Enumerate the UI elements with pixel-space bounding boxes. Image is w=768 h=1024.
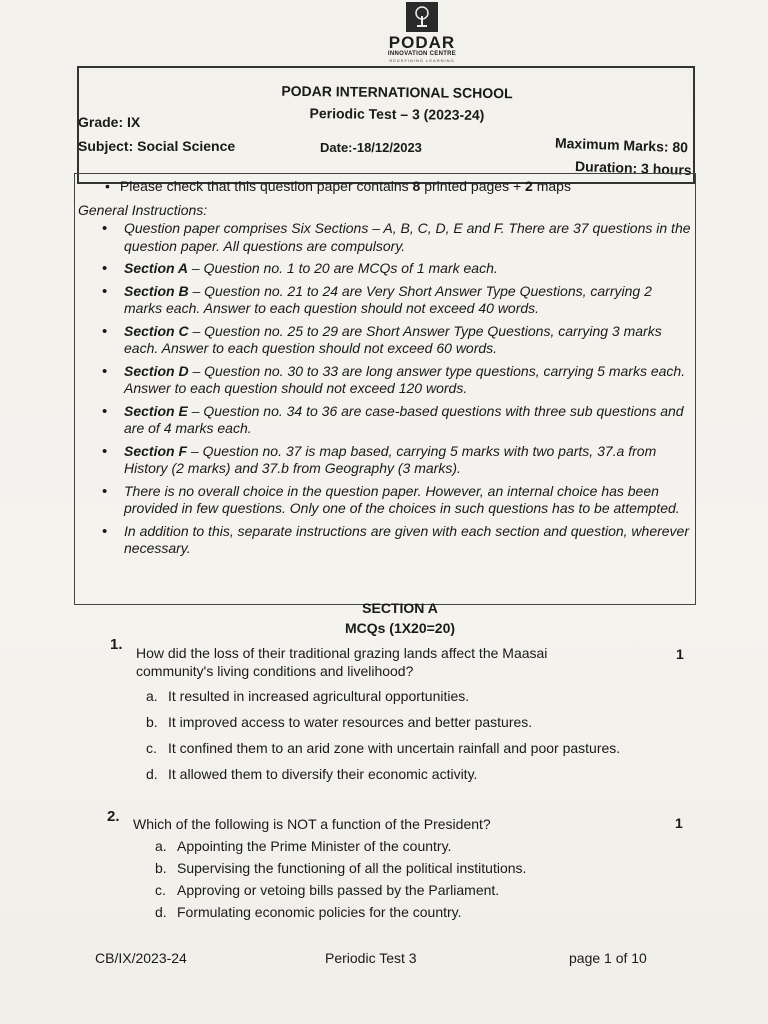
section-subtitle: MCQs (1X20=20) bbox=[344, 620, 456, 636]
footer-code: CB/IX/2023-24 bbox=[95, 950, 187, 966]
tree-icon bbox=[406, 2, 438, 32]
question-text: community's living conditions and livelihood? bbox=[136, 663, 414, 679]
school-logo bbox=[372, 2, 472, 63]
general-instructions-heading: General Instructions: bbox=[78, 202, 208, 218]
answer-option: b. It improved access to water resources and better pastures. bbox=[146, 714, 533, 730]
instruction-item: • Section D – Question no. 30 to 33 are long answer type questions, carrying 5 marks each. Answer to each question should not exceed 120 words. bbox=[100, 363, 692, 398]
question-marks: 1 bbox=[676, 646, 684, 662]
question-number: 1. bbox=[110, 636, 123, 653]
answer-option: c. Approving or vetoing bills passed by the Parliament. bbox=[155, 882, 500, 898]
instruction-item: • Section B – Question no. 21 to 24 are Very Short Answer Type Questions, carrying 2 marks each. Answer to each question should not exceed 40 words. bbox=[100, 283, 692, 318]
test-title: Periodic Test – 3 (2023-24) bbox=[309, 105, 485, 123]
instruction-item: • Section E – Question no. 34 to 36 are case-based questions with three sub questions and are of 4 marks each. bbox=[100, 403, 692, 438]
school-name: PODAR INTERNATIONAL SCHOOL bbox=[281, 82, 513, 102]
instruction-item: • There is no overall choice in the question paper. However, an internal choice has been provided in few questions. Only one of the choices in such questions has to be attempted. bbox=[100, 483, 692, 518]
logo-tagline: REDEFINING LEARNING bbox=[389, 58, 455, 63]
footer-page-number: page 1 of 10 bbox=[569, 950, 647, 966]
logo-subtitle: INNOVATION CENTRE bbox=[387, 51, 457, 57]
instruction-item: • Section A – Question no. 1 to 20 are MCQs of 1 mark each. bbox=[100, 260, 692, 278]
instruction-item: • Section F – Question no. 37 is map based, carrying 5 marks with two parts, 37.a from History (2 marks) and 37.b from Geography (3 marks). bbox=[100, 443, 692, 478]
answer-option: d. It allowed them to diversify their economic activity. bbox=[146, 766, 478, 782]
section-title: SECTION A bbox=[362, 600, 438, 616]
duration: Duration: 3 hours bbox=[574, 157, 692, 179]
maximum-marks: Maximum Marks: 80 bbox=[554, 134, 689, 156]
answer-option: c. It confined them to an arid zone with uncertain rainfall and poor pastures. bbox=[146, 740, 621, 756]
logo-name: PODAR bbox=[388, 33, 456, 52]
page-count-note: • Please check that this question paper contains 8 printed pages + 2 maps bbox=[105, 178, 571, 194]
instruction-item: • In addition to this, separate instructions are given with each section and question, wherever necessary. bbox=[100, 523, 692, 558]
exam-date: Date:-18/12/2023 bbox=[320, 140, 422, 155]
instruction-item: • Question paper comprises Six Sections – A, B, C, D, E and F. There are 37 questions in the question paper. All questions are compulsory. bbox=[100, 220, 692, 255]
instruction-item: • Section C – Question no. 25 to 29 are Short Answer Type Questions, carrying 3 marks each. Answer to each question should not exceed 60 words. bbox=[100, 323, 692, 358]
question-number: 2. bbox=[107, 808, 120, 825]
answer-option: a. It resulted in increased agricultural opportunities. bbox=[146, 688, 470, 704]
answer-option: d. Formulating economic policies for the country. bbox=[155, 904, 462, 920]
question-text: How did the loss of their traditional grazing lands affect the Maasai bbox=[136, 645, 548, 661]
grade: Grade: IX bbox=[78, 114, 141, 130]
instructions-list bbox=[100, 220, 692, 563]
answer-option: a. Appointing the Prime Minister of the country. bbox=[155, 838, 452, 854]
answer-option: b. Supervising the functioning of all the political institutions. bbox=[155, 860, 527, 876]
subject: Subject: Social Science bbox=[78, 138, 236, 154]
question-marks: 1 bbox=[675, 815, 683, 831]
question-text: Which of the following is NOT a function of the President? bbox=[133, 816, 491, 832]
footer-test: Periodic Test 3 bbox=[325, 950, 417, 966]
